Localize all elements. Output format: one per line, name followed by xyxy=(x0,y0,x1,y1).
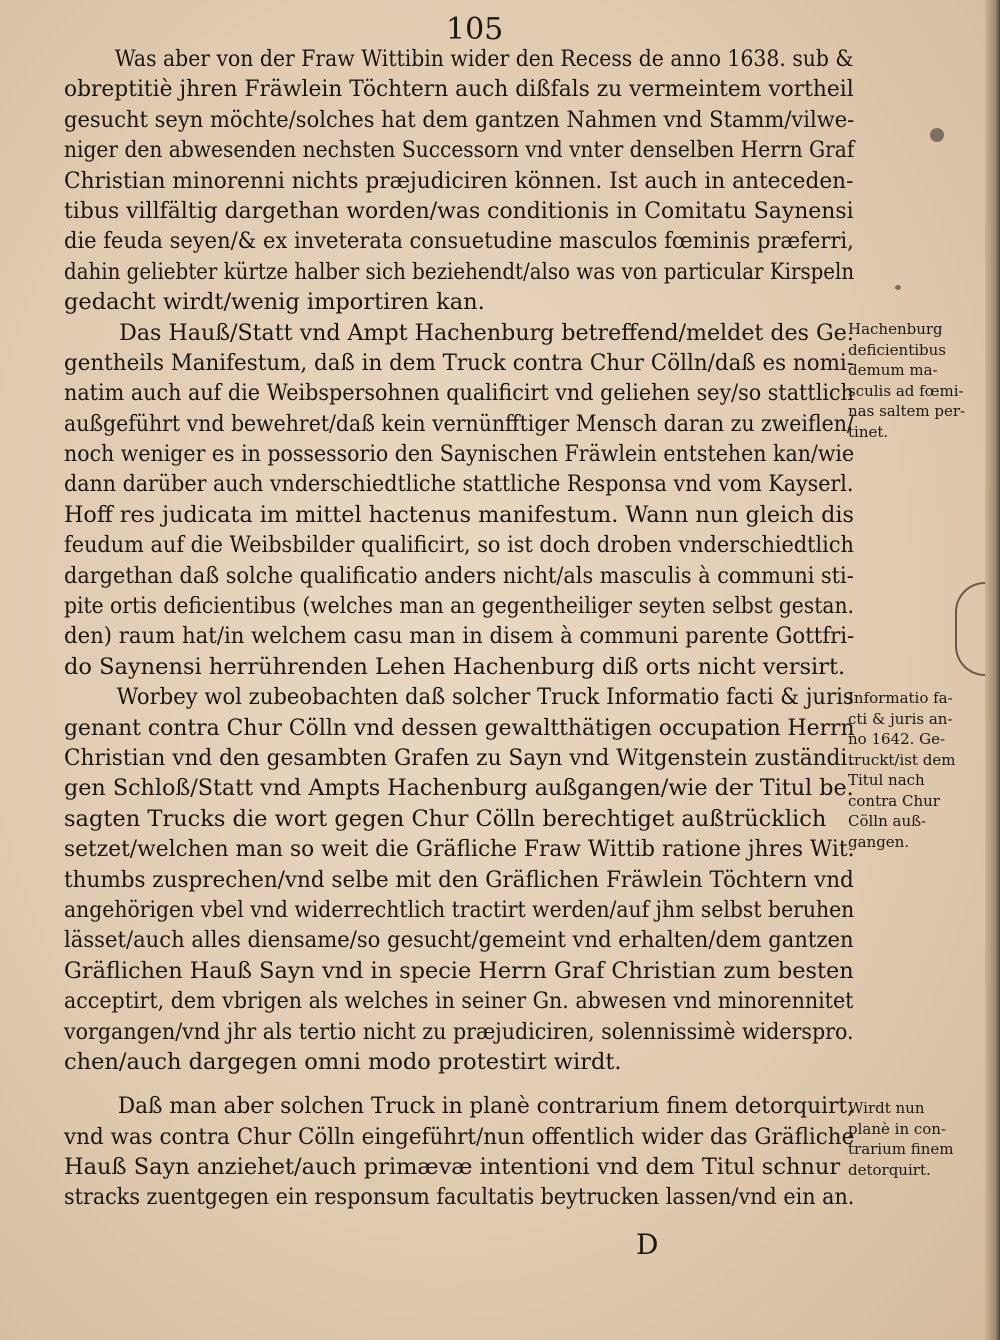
ink-spot xyxy=(930,128,944,142)
margin-note-line: deficientibus xyxy=(848,340,947,359)
margin-note xyxy=(848,1098,980,1180)
text-line: Christian minorenni nichts præjudiciren können. Ist auch in anteceden- xyxy=(64,167,854,194)
margin-note-line: gangen. xyxy=(848,832,910,851)
paragraph xyxy=(64,318,854,683)
text-line: lässet/auch alles diensame/so gesucht/gemeint vnd erhalten/dem gantzen xyxy=(64,927,854,954)
text-line: sagten Trucks die wort gegen Chur Cölln berechtiget außtrücklich xyxy=(64,805,827,832)
margin-note-line: tinet. xyxy=(848,422,889,441)
text-line: gedacht wirdt/wenig importiren kan. xyxy=(64,289,485,316)
margin-note-line: no 1642. Ge- xyxy=(848,730,946,748)
ink-spot xyxy=(895,285,901,290)
text-line: Christian vnd den gesambten Grafen zu Sayn vnd Witgenstein zuständi. xyxy=(64,744,855,771)
margin-note-line: detorquirt. xyxy=(848,1160,931,1179)
text-line: stracks zuentgegen ein responsum facultatis beytrucken lassen/vnd ein an. xyxy=(64,1184,855,1211)
text-line: genant contra Chur Cölln vnd dessen gewaltthätigen occupation Herrn xyxy=(64,714,855,741)
margin-note-line: demum ma- xyxy=(848,361,938,379)
text-line: angehörigen vbel vnd widerrechtlich tractirt werden/auf jhm selbst beruhen xyxy=(64,896,855,923)
margin-note-line: Hachenburg xyxy=(848,320,943,338)
text-line: noch weniger es in possessorio den Saynischen Fräwlein entstehen kan/wie xyxy=(64,441,855,468)
paragraph xyxy=(64,44,854,318)
margin-note xyxy=(848,319,980,442)
text-line: Worbey wol zubeobachten daß solcher Truck Informatio facti & juris xyxy=(116,684,854,711)
page-edge xyxy=(985,0,1000,1340)
text-line: gesucht seyn möchte/solches hat dem gantzen Nahmen vnd Stamm/vilwe- xyxy=(64,106,855,133)
margin-note-line: nas saltem per- xyxy=(848,402,966,420)
text-line: Hauß Sayn anziehet/auch primævæ intentioni vnd dem Titul schnur xyxy=(64,1154,841,1181)
page-number: 105 xyxy=(446,12,504,47)
margin-note-line: truckt/ist dem xyxy=(848,750,956,769)
text-line: do Saynensi herrührenden Lehen Hachenburg diß orts nicht versirt. xyxy=(64,653,846,680)
text-line: gen Schloß/Statt vnd Ampts Hachenburg außgangen/wie der Titul be. xyxy=(64,775,854,802)
paragraph xyxy=(64,682,854,1077)
paragraph xyxy=(64,1091,854,1213)
margin-note-line: Titul nach xyxy=(848,771,925,789)
margin-note-line: sculis ad fœmi- xyxy=(848,381,964,400)
margin-note-line: Wirdt nun xyxy=(848,1099,925,1117)
text-line: dann darüber auch vnderschiedtliche stattliche Responsa vnd vom Kayserl. xyxy=(64,471,854,498)
margin-note-line: Cölln auß- xyxy=(848,812,927,830)
margin-note-line: cti & juris an- xyxy=(848,709,953,728)
signature-mark: D xyxy=(636,1228,659,1261)
margin-note xyxy=(848,688,980,852)
margin-note-line: contra Chur xyxy=(848,791,940,810)
text-line: Was aber von der Fraw Wittibin wider den Recess de anno 1638. sub & xyxy=(114,46,854,72)
text-line: chen/auch dargegen omni modo protestirt wirdt. xyxy=(64,1048,622,1075)
text-line: setzet/welchen man so weit die Gräfliche Fraw Wittib ratione jhres Wit. xyxy=(64,836,855,863)
text-line: die feuda seyen/& ex inveterata consuetudine masculos fœminis præferri, xyxy=(64,228,854,255)
text-line: pite ortis deficientibus (welches man an gegentheiliger seyten selbst gestan. xyxy=(64,593,854,620)
text-line: Das Hauß/Statt vnd Ampt Hachenburg betreffend/meldet des Ge. xyxy=(119,319,854,346)
text-line: den) raum hat/in welchem casu man in disem à communi parente Gottfri- xyxy=(64,623,855,650)
margin-note-line: planè in con- xyxy=(848,1119,947,1138)
margin-note-line: Informatio fa- xyxy=(848,689,953,707)
text-line: vnd was contra Chur Cölln eingeführt/nun offentlich wider das Gräfliche xyxy=(64,1123,855,1150)
margin-note-line: trarium finem xyxy=(848,1140,954,1158)
text-line: außgeführt vnd bewehret/daß kein vernünfftiger Mensch daran zu zweiflen/ xyxy=(64,410,854,437)
text-line: natim auch auf die Weibspersohnen qualificirt vnd geliehen sey/so stattlich xyxy=(64,380,854,407)
text-line: dahin geliebter kürtze halber sich beziehendt/also was von particular Kirspeln xyxy=(64,258,855,285)
text-line: dargethan daß solche qualificatio anders nicht/als masculis à communi sti- xyxy=(64,562,854,589)
text-line: acceptirt, dem vbrigen als welches in seiner Gn. abwesen vnd minorennitet xyxy=(64,988,854,1015)
text-line: Gräflichen Hauß Sayn vnd in specie Herrn Graf Christian zum besten xyxy=(64,957,854,984)
text-line: obreptitiè jhren Fräwlein Töchtern auch dißfals zu vermeintem vortheil xyxy=(64,76,854,103)
text-line: thumbs zusprechen/vnd selbe mit den Gräflichen Fräwlein Töchtern vnd xyxy=(64,866,854,893)
text-line: tibus villfältig dargethan worden/was conditionis in Comitatu Saynensi xyxy=(64,197,854,224)
main-text xyxy=(64,44,854,1213)
text-line: Hoff res judicata im mittel hactenus manifestum. Wann nun gleich dis xyxy=(64,501,854,528)
text-line: feudum auf die Weibsbilder qualificirt, so ist doch droben vnderschiedtlich xyxy=(64,532,854,559)
text-line: niger den abwesenden nechsten Successorn vnd vnter denselben Herrn Graf xyxy=(64,137,855,164)
text-line: Daß man aber solchen Truck in planè contrarium finem detorquirt, xyxy=(117,1093,854,1120)
text-line: vorgangen/vnd jhr als tertio nicht zu præjudiciren, solennissimè widerspro. xyxy=(64,1018,854,1045)
text-line: gentheils Manifestum, daß in dem Truck contra Chur Cölln/daß es nomi- xyxy=(64,349,855,376)
